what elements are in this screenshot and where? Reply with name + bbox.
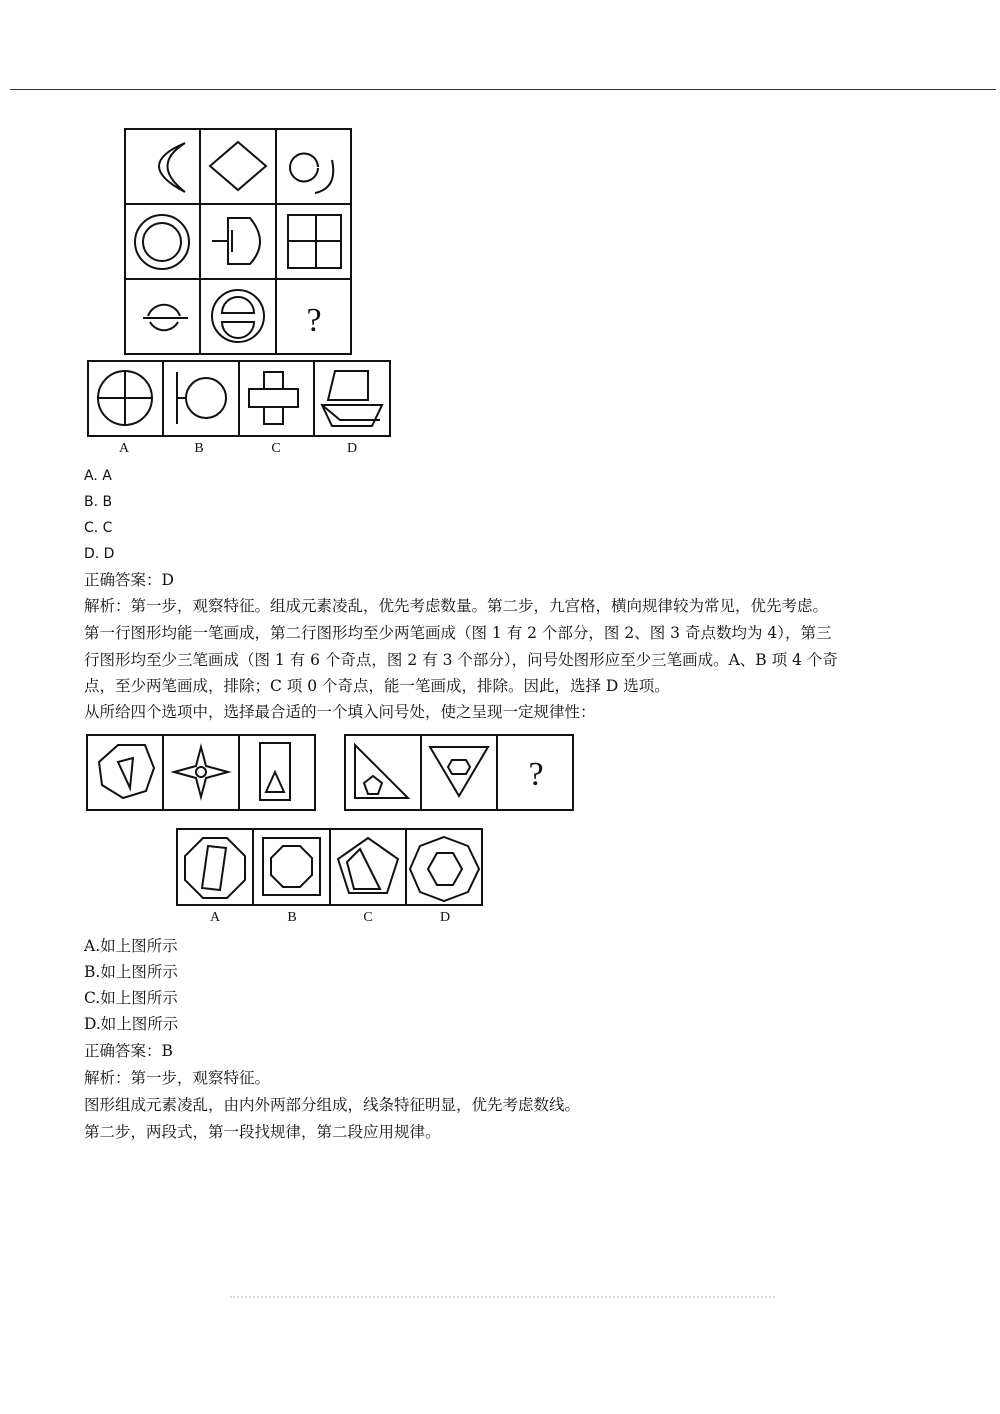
q1-option-d[interactable]: D. D (84, 546, 115, 562)
q2-analysis-line-3: 第二步，两段式，第一段找规律，第二段应用规律。 (84, 1123, 441, 1141)
q2-label-a: A (209, 910, 221, 925)
footer-faint-line (230, 1296, 775, 1298)
q1-analysis-line-3: 行图形均至少三笔画成（图 1 有 6 个奇点，图 2 有 3 个部分），问号处图形应至少三笔画成。A、B 项 4 个奇 (84, 651, 838, 669)
q2-label-b: B (287, 910, 297, 925)
q1-question-mark: ? (306, 302, 322, 339)
q2-stem: 从所给四个选项中，选择最合适的一个填入问号处，使之呈现一定规律性： (84, 703, 596, 721)
q2-analysis-line-1: 解析：第一步，观察特征。 (84, 1069, 271, 1087)
square-octagon-shape (263, 838, 320, 895)
triangle-pentagon-shape (355, 745, 408, 798)
q2-answer: 正确答案：B (84, 1042, 173, 1060)
inverted-triangle-hexagon-shape (430, 747, 488, 796)
q1-label-a: A (118, 441, 130, 456)
pentagon-triangle-shape (338, 838, 398, 893)
q1-answer: 正确答案：D (84, 571, 174, 589)
q2-question-mark: ? (528, 756, 544, 793)
q2-label-d: D (439, 910, 451, 925)
q2-option-a[interactable]: A.如上图所示 (84, 937, 178, 955)
q1-label-c: C (271, 441, 281, 456)
octagon-rect-shape (185, 838, 245, 898)
rect-triangle-shape (260, 743, 290, 800)
q2-analysis-line-2: 图形组成元素凌乱，由内外两部分组成，线条特征明显，优先考虑数线。 (84, 1096, 581, 1114)
q2-option-d[interactable]: D.如上图所示 (84, 1015, 179, 1033)
q1-analysis-line-4: 点，至少两笔画成，排除；C 项 0 个奇点，能一笔画成，排除。因此，选择 D 选项。 (84, 677, 670, 695)
q1-analysis-line-1: 解析：第一步，观察特征。组成元素凌乱，优先考虑数量。第二步，九宫格，横向规律较为常见，优先考虑。 (84, 597, 829, 615)
q1-analysis-line-2: 第一行图形均能一笔画成，第二行图形均至少两笔画成（图 1 有 2 个部分，图 2、图 3 奇点数均为 4），第三 (84, 624, 832, 642)
q2-label-c: C (363, 910, 373, 925)
q1-option-b[interactable]: B. B (84, 494, 113, 510)
q1-label-d: D (346, 441, 358, 456)
q1-label-b: B (194, 441, 204, 456)
heptagon-triangle-shape (99, 745, 154, 798)
q1-option-a[interactable]: A. A (84, 468, 112, 484)
q2-option-c[interactable]: C.如上图所示 (84, 989, 178, 1007)
q1-option-c[interactable]: C. C (84, 520, 113, 536)
q2-option-b[interactable]: B.如上图所示 (84, 963, 178, 981)
star-circle-shape (174, 747, 228, 797)
heptagon-hexagon-shape (410, 837, 479, 901)
